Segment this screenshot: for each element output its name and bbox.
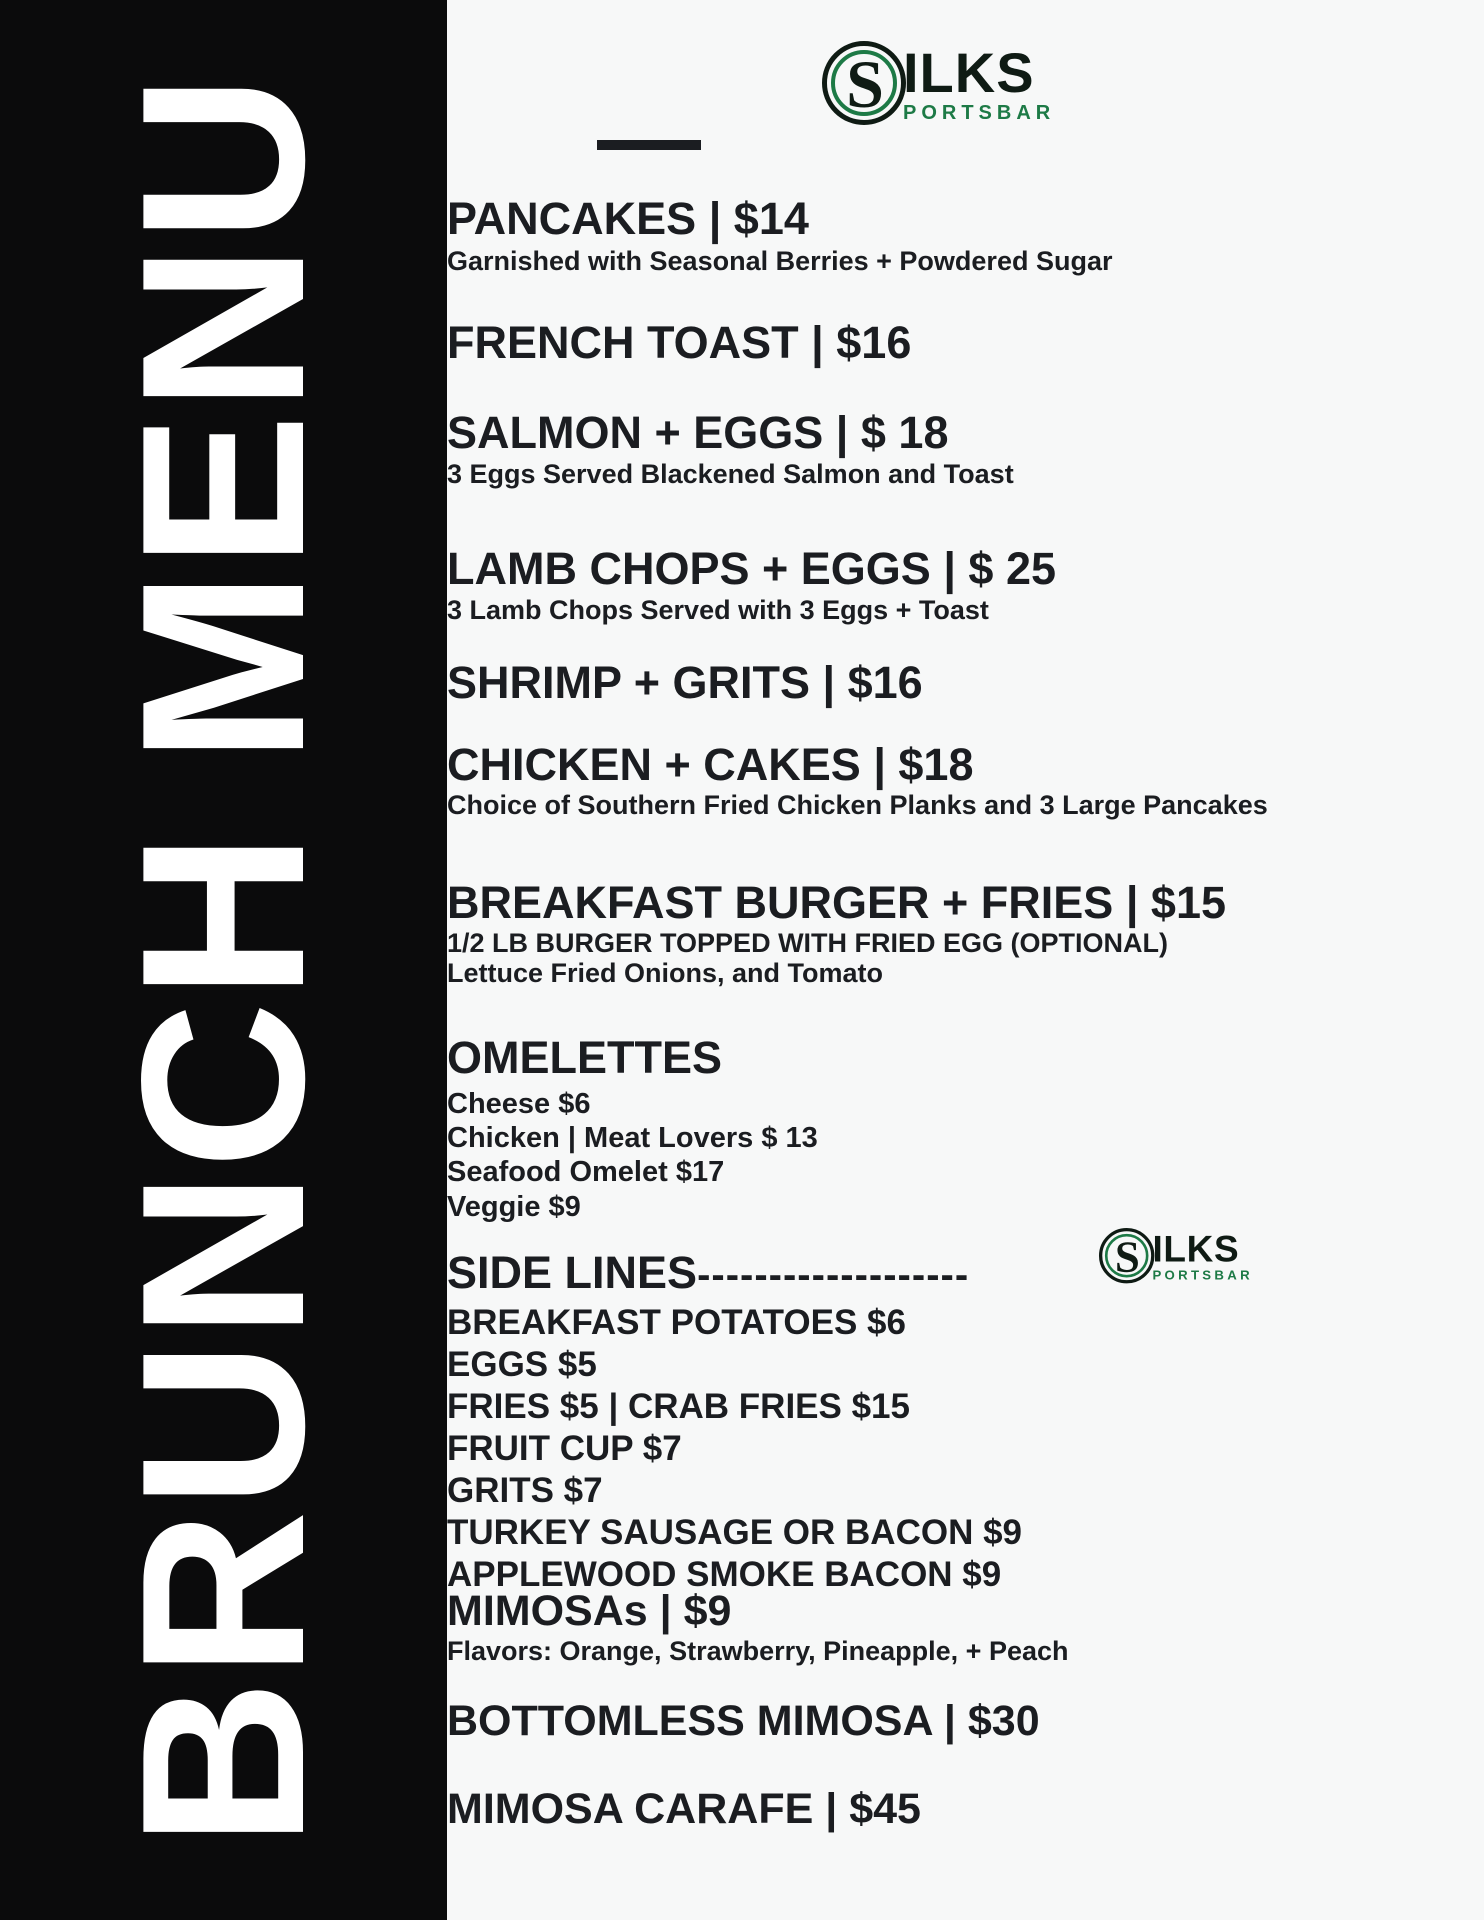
brand-logo <box>819 38 1055 130</box>
item-title: MIMOSA CARAFE | $45 <box>447 1785 921 1833</box>
section-title: SIDE LINES <box>447 1247 698 1298</box>
menu-section-omelettes <box>447 1032 1484 1224</box>
menu-item-chicken-cakes <box>447 739 1484 820</box>
item-description-secondary: Lettuce Fried Onions, and Tomato <box>447 958 884 989</box>
omelette-line: Seafood Omelet $17 <box>447 1156 725 1189</box>
side-line: EGGS $5 <box>447 1345 597 1384</box>
item-title: LAMB CHOPS + EGGS | $ 25 <box>447 543 1056 594</box>
menu-item-mimosa-carafe <box>447 1785 1484 1833</box>
side-line: BREAKFAST POTATOES $6 <box>447 1303 906 1342</box>
side-title-wrap <box>0 0 447 1920</box>
item-title: CHICKEN + CAKES | $18 <box>447 739 974 790</box>
side-line: FRUIT CUP $7 <box>447 1429 682 1468</box>
side-line: TURKEY SAUSAGE OR BACON $9 <box>447 1513 1023 1552</box>
logo-word-main: ILKS <box>1152 1227 1240 1270</box>
item-title: PANCAKES | $14 <box>447 193 809 244</box>
logo-letter: S <box>1114 1231 1140 1282</box>
item-description: 3 Lamb Chops Served with 3 Eggs + Toast <box>447 594 989 625</box>
item-title: BOTTOMLESS MIMOSA | $30 <box>447 1697 1040 1745</box>
page-title: BRUNCH MENU <box>93 72 353 1848</box>
menu-item-breakfast-burger <box>447 877 1484 989</box>
item-description: Flavors: Orange, Strawberry, Pineapple, + Peach <box>447 1635 1069 1666</box>
menu-item-bottomless-mimosa <box>447 1697 1484 1745</box>
section-dashes: ------------------- <box>697 1253 970 1297</box>
section-title: OMELETTES <box>447 1032 723 1083</box>
item-description: Garnished with Seasonal Berries + Powdered Sugar <box>447 245 1113 276</box>
side-line: APPLEWOOD SMOKE BACON $9 <box>447 1555 1002 1594</box>
logo-word-sub: PORTSBAR <box>1152 1268 1253 1283</box>
item-title: SHRIMP + GRITS | $16 <box>447 657 923 708</box>
side-line: GRITS $7 <box>447 1471 603 1510</box>
menu-item-mimosas <box>447 1587 1484 1666</box>
logo-word-main: ILKS <box>903 41 1035 104</box>
omelette-line: Veggie $9 <box>447 1190 581 1223</box>
menu-content <box>447 0 1484 1920</box>
brand-logo-small <box>1097 1226 1253 1287</box>
logo-wordmark <box>903 41 1056 124</box>
silks-logo-icon <box>819 38 911 130</box>
menu-item-shrimp-grits <box>447 657 1484 708</box>
menu-item-lamb-chops-eggs <box>447 543 1484 625</box>
omelette-line: Cheese $6 <box>447 1087 591 1120</box>
menu-item-french-toast <box>447 317 1484 368</box>
menu-item-pancakes <box>447 193 1484 276</box>
item-description: 1/2 LB BURGER TOPPED WITH FRIED EGG (OPTIONAL) <box>447 927 1169 958</box>
item-title: FRENCH TOAST | $16 <box>447 317 912 368</box>
logo-word-sub: PORTSBAR <box>903 102 1056 124</box>
item-description: 3 Eggs Served Blackened Salmon and Toast <box>447 458 1014 489</box>
side-band <box>0 0 447 1920</box>
item-description: Choice of Southern Fried Chicken Planks and 3 Large Pancakes <box>447 789 1268 820</box>
side-line: FRIES $5 | CRAB FRIES $15 <box>447 1387 910 1426</box>
logo-letter: S <box>846 46 884 122</box>
silks-logo-icon <box>1097 1226 1158 1287</box>
logo-wordmark <box>1152 1227 1253 1283</box>
divider-dash <box>597 140 701 150</box>
item-title: MIMOSAs | $9 <box>447 1587 732 1635</box>
item-title: BREAKFAST BURGER + FRIES | $15 <box>447 877 1226 928</box>
menu-item-salmon-eggs <box>447 407 1484 489</box>
omelette-line: Chicken | Meat Lovers $ 13 <box>447 1122 818 1155</box>
item-title: SALMON + EGGS | $ 18 <box>447 407 949 458</box>
